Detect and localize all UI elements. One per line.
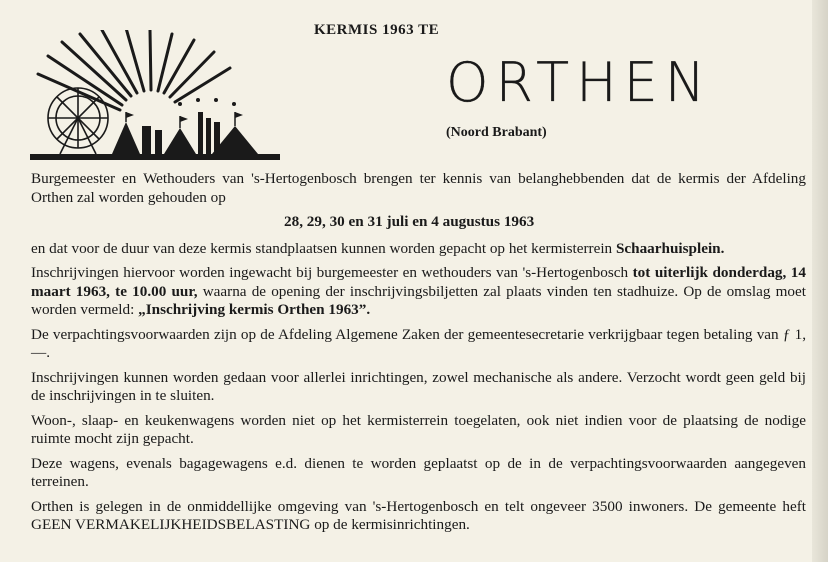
registration-deadline: tot uiterlijk donderdag, 14 maart 1963, te 10.00 uur, [31,264,806,300]
envelope-marking: „Inschrijving kermis Orthen 1963”. [138,301,371,318]
fair-dates: 28, 29, 30 en 31 juli en 4 augustus 1963 [284,213,535,230]
location-name: Schaarhuisplein. [615,239,725,257]
paragraph-location [31,240,806,259]
region-label: (Noord Brabant) [446,125,547,140]
page-edge-strip [812,0,828,562]
event-heading: KERMIS 1963 TE [314,22,440,38]
paragraph-town-info: Orthen is gelegen in de onmiddellijke omgeving van 's-Hertogenbosch en telt ongeveer 3500 inwoners. De gemeente heft GEEN VERMAKELIJKHEIDSBELASTING op de kermisinrichtingen. [31,497,806,533]
paragraph-caravans: Woon-, slaap- en keukenwagens worden niet op het kermisterrein toegelaten, ook niet indien voor de plaatsing de nodige ruimte mocht zijn gepacht. [31,411,806,447]
registration-text-2: waarna de opening der inschrijvingsbiljetten zal plaats vinden ten stadhuize. Op de omslag moet worden vermeld: [31,282,806,318]
paragraph-announcement: Burgemeester en Wethouders van 's-Hertogenbosch brengen ter kennis van belanghebbenden dat de kermis der Afdeling Orthen zal worden gehouden op [31,170,806,206]
paragraph-conditions: De verpachtingsvoorwaarden zijn op de Afdeling Algemene Zaken der gemeentesecretarie verkrijgbaar tegen betaling van ƒ 1,—. [31,325,806,361]
fairground-illustration [30,30,280,160]
paragraph-installations: Inschrijvingen kunnen worden gedaan voor allerlei inrichtingen, zowel mechanische als andere. Verzocht wordt geen geld bij de inschrijvingen in te sluiten. [31,368,806,404]
notice-body [31,170,806,541]
location-text: en dat voor de duur van deze kermis standplaatsen kunnen worden gepacht op het kermisterrein [31,239,616,257]
town-title: ORTHEN [446,51,713,114]
paragraph-registration [31,264,806,320]
registration-text: Inschrijvingen hiervoor worden ingewacht bij burgemeester en wethouders van 's-Hertogenbosch [31,264,633,281]
paragraph-wagons: Deze wagens, evenals bagagewagens e.d. dienen te worden geplaatst op de in de verpachtingsvoorwaarden aangegeven terreinen. [31,454,806,490]
